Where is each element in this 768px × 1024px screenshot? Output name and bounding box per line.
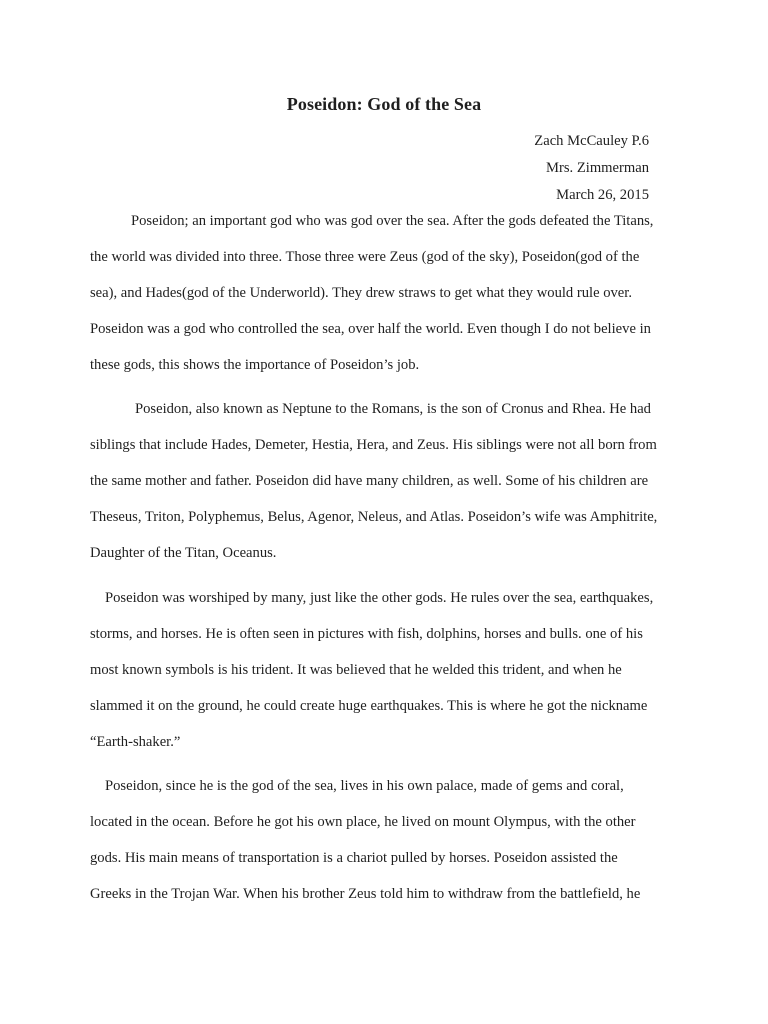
- paragraph-1: [90, 203, 690, 383]
- author-line: Zach McCauley P.6: [534, 133, 649, 149]
- paragraph-line: gods. His main means of transportation is a chariot pulled by horses. Poseidon assisted the: [90, 850, 618, 866]
- paragraph-line: most known symbols is his trident. It was believed that he welded this trident, and when he: [90, 662, 622, 678]
- paragraph-line: the world was divided into three. Those three were Zeus (god of the sky), Poseidon(god of the: [90, 249, 640, 265]
- paragraph-line: Daughter of the Titan, Oceanus.: [90, 545, 277, 561]
- paragraph-line: Poseidon, also known as Neptune to the Romans, is the son of Cronus and Rhea. He had: [135, 401, 651, 417]
- paragraph-line: Poseidon; an important god who was god over the sea. After the gods defeated the Titans,: [131, 213, 654, 229]
- document-title: Poseidon: God of the Sea: [286, 94, 482, 114]
- paragraph-line: sea), and Hades(god of the Underworld). They drew straws to get what they would rule over.: [90, 285, 632, 301]
- date-line: March 26, 2015: [556, 187, 649, 203]
- paragraph-line: Poseidon was worshiped by many, just like the other gods. He rules over the sea, earthquakes,: [105, 590, 654, 606]
- document-header: [534, 128, 649, 209]
- paragraph-line: Poseidon, since he is the god of the sea, lives in his own palace, made of gems and coral,: [105, 778, 624, 794]
- paragraph-line: Poseidon was a god who controlled the sea, over half the world. Even though I do not believe in: [90, 321, 651, 337]
- paragraph-line: storms, and horses. He is often seen in pictures with fish, dolphins, horses and bulls. one of his: [90, 626, 643, 642]
- paragraph-line: the same mother and father. Poseidon did have many children, as well. Some of his children are: [90, 473, 649, 489]
- paragraph-line: Theseus, Triton, Polyphemus, Belus, Agenor, Neleus, and Atlas. Poseidon’s wife was Amphitrite,: [90, 509, 658, 525]
- paragraph-line: Greeks in the Trojan War. When his brother Zeus told him to withdraw from the battlefield, he: [90, 886, 641, 902]
- paragraph-2: [90, 391, 690, 571]
- paragraph-line: siblings that include Hades, Demeter, Hestia, Hera, and Zeus. His siblings were not all born from: [90, 437, 657, 453]
- paragraph-3: [90, 580, 690, 760]
- paragraph-line: these gods, this shows the importance of Poseidon’s job.: [90, 357, 420, 373]
- paragraph-line: slammed it on the ground, he could create huge earthquakes. This is where he got the nickname: [90, 698, 648, 714]
- paragraph-4: [90, 768, 690, 912]
- paragraph-line: “Earth-shaker.”: [90, 734, 181, 750]
- teacher-line: Mrs. Zimmerman: [546, 160, 649, 176]
- paragraph-line: located in the ocean. Before he got his own place, he lived on mount Olympus, with the other: [90, 814, 636, 830]
